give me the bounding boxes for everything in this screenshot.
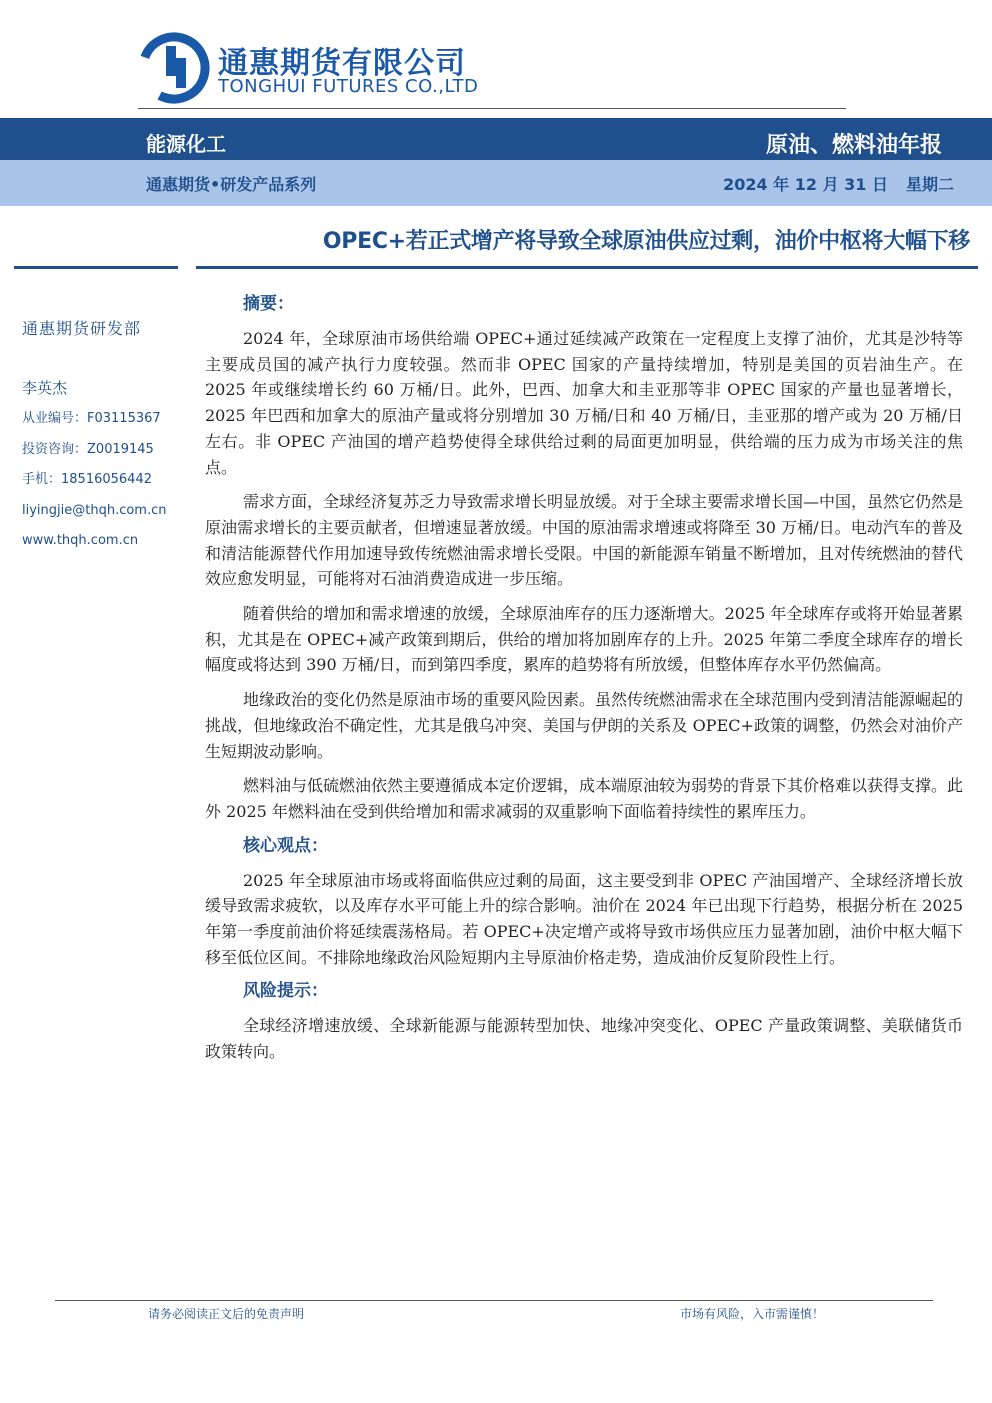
core-view-paragraph: 2025 年全球原油市场或将面临供应过剩的局面，这主要受到非 OPEC 产油国增产、全球经济增长放缓导致需求疲软，以及库存水平可能上升的综合影响。油价在 2024 年已出现下行趋势，根据分析在 2025 年第一季度前油价将延续震荡格局。若 OPEC+决定增产或将导致市场供应压力显著加剧，油价中枢大幅下移至低位区间。不排除地缘政治风险短期内主导原油价格走势，造成油价反复阶段性上行。	[205, 870, 963, 967]
email-address[interactable]	[22, 496, 192, 527]
license-label: 从业编号：	[22, 411, 88, 426]
analyst-name: 李英杰	[22, 379, 68, 397]
company-name-cn: 通惠期货有限公司	[218, 46, 466, 81]
website-value[interactable]: www.thqh.com.cn	[22, 533, 139, 548]
license-value: F03115367	[87, 411, 161, 426]
summary-paragraph: 2024 年，全球原油市场供给端 OPEC+通过延续减产政策在一定程度上支撑了油价，尤其是沙特等主要成员国的减产执行力度较强。然而非 OPEC 国家的产量持续增加，特别是美国的页岩油生产。在 2025 年或继续增长约 60 万桶/日。此外，巴西、加拿大和圭亚那等非 OPEC 国家的产量也显著增长，2025 年巴西和加拿大的原油产量或将分别增加 30 万桶/日和 40 万桶/日，圭亚那的增产或为 20 万桶/日左右。非 OPEC 产油国的增产趋势使得全球供给过剩的局面更加明显，供给端的压力成为市场关注的焦点。	[205, 329, 963, 477]
summary-title: 摘要：	[243, 294, 294, 314]
disclaimer-note: 请务必阅读正文后的免责声明	[148, 1307, 305, 1321]
phone-label: 手机：	[22, 472, 62, 487]
risk-warning: 市场有风险，入市需谨慎！	[679, 1307, 824, 1321]
website-link[interactable]	[22, 526, 192, 557]
report-category: 能源化工	[146, 132, 226, 156]
core-view-title: 核心观点：	[243, 835, 328, 856]
report-series: 通惠期货•研发产品系列	[146, 175, 317, 194]
company-logo-icon	[138, 32, 210, 104]
consult-label: 投资咨询：	[22, 441, 88, 457]
report-date-text: 2024 年 12 月 31 日	[723, 175, 888, 194]
logo-divider	[138, 108, 846, 109]
license-number	[22, 404, 192, 435]
phone-value: 18516056442	[61, 472, 152, 487]
consult-number	[22, 435, 192, 466]
report-body	[205, 292, 963, 1065]
summary-paragraph: 燃料油与低硫燃油依然主要遵循成本定价逻辑，成本端原油较为弱势的背景下其价格难以获得支撑。此外 2025 年燃料油在受到供给增加和需求减弱的双重影响下面临着持续性的累库压力。	[205, 776, 964, 821]
company-name-en: TONGHUI FUTURES CO.,LTD	[218, 76, 479, 97]
report-weekday: 星期二	[905, 175, 954, 194]
department-name: 通惠期货研发部	[22, 319, 142, 338]
email-value[interactable]: liyingjie@thqh.com.cn	[22, 502, 167, 518]
report-date	[723, 172, 954, 195]
analyst-sidebar	[22, 316, 192, 557]
headline-rule-right	[196, 266, 978, 269]
footer-divider	[55, 1300, 933, 1301]
risk-title: 风险提示：	[243, 981, 328, 1002]
risk-paragraph: 全球经济增速放缓、全球新能源与能源转型加快、地缘冲突变化、OPEC 产量政策调整、美联储货币政策转向。	[205, 1016, 963, 1062]
phone-number	[22, 465, 192, 496]
summary-paragraph: 随着供给的增加和需求增速的放缓，全球原油库存的压力逐渐增大。2025 年全球库存或将开始显著累积，尤其是在 OPEC+减产政策到期后，供给的增加将加剧库存的上升。2025 年第二季度全球库存的增长幅度或将达到 390 万桶/日，而到第四季度，累库的趋势将有所放缓，但整体库存水平仍然偏高。	[205, 604, 963, 675]
report-headline: OPEC+若正式增产将导致全球原油供应过剩，油价中枢将大幅下移	[322, 229, 970, 254]
consult-value: Z0019145	[87, 441, 154, 457]
headline-rule-left	[14, 266, 178, 269]
report-type: 原油、燃料油年报	[765, 133, 942, 158]
summary-paragraph: 地缘政治的变化仍然是原油市场的重要风险因素。虽然传统燃油需求在全球范围内受到清洁能源崛起的挑战，但地缘政治不确定性，尤其是俄乌冲突、美国与伊朗的关系及 OPEC+政策的调整，仍然会对油价产生短期波动影响。	[205, 690, 964, 761]
summary-paragraph: 需求方面，全球经济复苏乏力导致需求增长明显放缓。对于全球主要需求增长国—中国，虽然它仍然是原油需求增长的主要贡献者，但增速显著放缓。中国的原油需求增速或将降至 30 万桶/日。电动汽车的普及和清洁能源替代作用加速导致传统燃油需求增长受限。中国的新能源车销量不断增加，且对传统燃油的替代效应愈发明显，可能将对石油消费造成进一步压缩。	[205, 492, 964, 589]
